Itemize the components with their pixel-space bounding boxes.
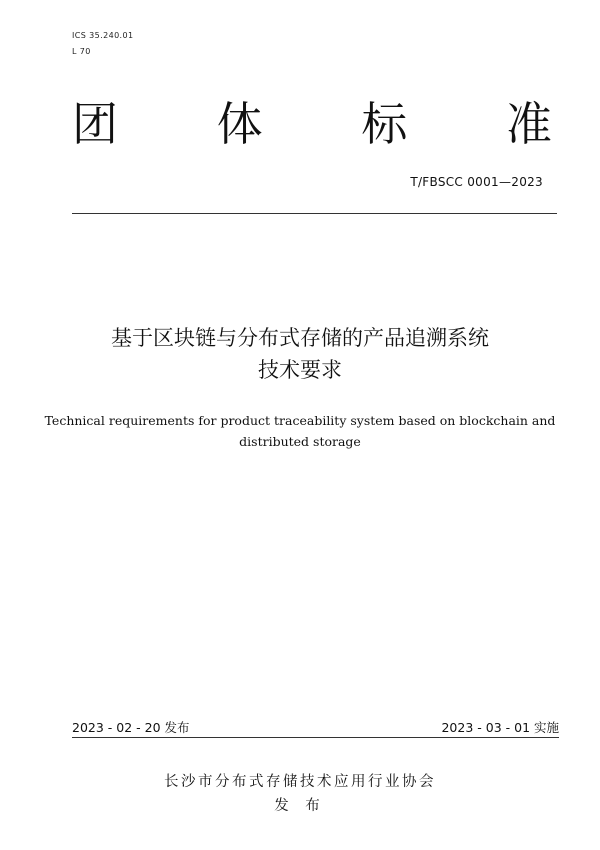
standard-type-char: 标 (361, 97, 408, 151)
publish-label: 发 布 (274, 798, 326, 814)
standard-type-title (72, 92, 552, 156)
chinese-title-line: 技术要求 (258, 358, 342, 382)
publisher-name: 长沙市分布式存储技术应用行业协会 (164, 774, 436, 790)
ccs-code: L 70 (72, 47, 91, 56)
standard-type-char: 团 (72, 97, 118, 151)
implement-date: 2023 - 03 - 01 实施 (441, 720, 559, 735)
publish-date: 2023 - 02 - 20 发布 (72, 720, 190, 735)
standard-number: T/FBSCC 0001—2023 (410, 175, 543, 189)
english-title-line: Technical requirements for product traceability system based on blockchain and (44, 413, 556, 428)
standard-type-char: 准 (505, 97, 552, 151)
ics-code: ICS 35.240.01 (72, 31, 134, 40)
chinese-title (0, 322, 600, 386)
top-divider (72, 213, 557, 214)
bottom-divider (72, 737, 559, 738)
standard-type-char: 体 (216, 97, 263, 151)
chinese-title-line: 基于区块链与分布式存储的产品追溯系统 (111, 326, 489, 350)
english-title (0, 410, 600, 452)
english-title-line: distributed storage (239, 434, 361, 449)
